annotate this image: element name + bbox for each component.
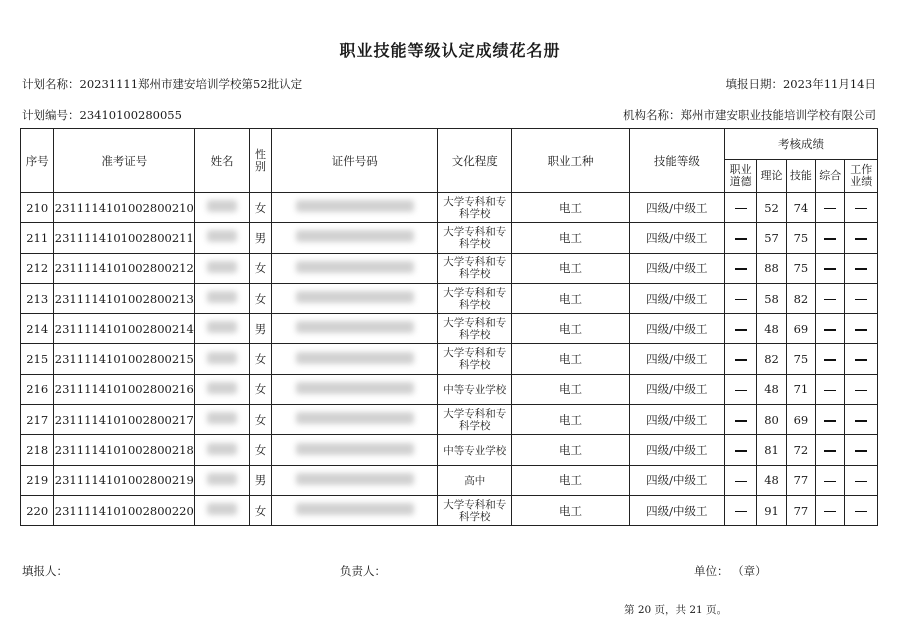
cell-exam-no: 231111410100280021​9 xyxy=(54,465,195,495)
table-row xyxy=(21,314,878,344)
cell-skill: 75 xyxy=(786,253,815,283)
header-work-performance: 工作业绩 xyxy=(845,160,878,193)
cell-skill: 69 xyxy=(786,314,815,344)
header-name: 姓名 xyxy=(195,129,250,193)
cell-name-redacted xyxy=(195,283,250,313)
cell-occupation: 电工 xyxy=(512,223,630,253)
table-row xyxy=(21,253,878,283)
cell-skill: 77 xyxy=(786,495,815,525)
cell-theory: 80 xyxy=(757,405,786,435)
cell-skill: 69 xyxy=(786,405,815,435)
cell-exam-no: 231111410100280021​3 xyxy=(54,283,195,313)
cell-comprehensive xyxy=(816,283,845,313)
cell-occupation: 电工 xyxy=(512,193,630,223)
cell-seq: 215 xyxy=(21,344,54,374)
table-row xyxy=(21,223,878,253)
cell-seq: 219 xyxy=(21,465,54,495)
cell-id-redacted xyxy=(272,253,438,283)
dash-mark xyxy=(735,481,747,483)
cell-seq: 217 xyxy=(21,405,54,435)
redaction-blur xyxy=(207,261,237,273)
dash-mark xyxy=(855,299,867,301)
cell-ethics xyxy=(724,465,756,495)
dash-mark xyxy=(824,359,836,361)
cell-id-redacted xyxy=(272,314,438,344)
cell-work-performance xyxy=(845,344,878,374)
cell-work-performance xyxy=(845,465,878,495)
header-gender: 性别 xyxy=(249,129,271,193)
header-skill: 技能 xyxy=(786,160,815,193)
cell-education xyxy=(438,193,512,223)
cell-comprehensive xyxy=(816,495,845,525)
cell-name-redacted xyxy=(195,314,250,344)
table-row xyxy=(21,283,878,313)
cell-education xyxy=(438,405,512,435)
cell-name-redacted xyxy=(195,374,250,404)
dash-mark xyxy=(855,208,867,210)
cell-gender: 男 xyxy=(249,465,271,495)
education-text: 大学专科和专科学校 xyxy=(443,286,507,311)
cell-skill-level: 四级/中级工 xyxy=(629,405,724,435)
redaction-blur xyxy=(207,230,237,242)
header-comprehensive: 综合 xyxy=(816,160,845,193)
cell-education xyxy=(438,465,512,495)
cell-skill: 71 xyxy=(786,374,815,404)
cell-work-performance xyxy=(845,314,878,344)
dash-mark xyxy=(855,329,867,331)
cell-name-redacted xyxy=(195,435,250,465)
dash-mark xyxy=(735,420,747,422)
education-text: 高中 xyxy=(464,475,486,488)
cell-ethics xyxy=(724,223,756,253)
cell-skill: 72 xyxy=(786,435,815,465)
plan-number: 计划编号：23410100280055 xyxy=(22,108,182,122)
cell-exam-no: 231111410100280021​2 xyxy=(54,253,195,283)
cell-exam-no: 231111410100280021​6 xyxy=(54,374,195,404)
redaction-blur xyxy=(296,321,414,333)
dash-mark xyxy=(735,208,747,210)
redaction-blur xyxy=(207,443,237,455)
redaction-blur xyxy=(207,321,237,333)
document-title: 职业技能等级认定成绩花名册 xyxy=(339,41,561,60)
cell-comprehensive xyxy=(816,314,845,344)
cell-ethics xyxy=(724,435,756,465)
redaction-blur xyxy=(207,200,237,212)
cell-gender: 女 xyxy=(249,374,271,404)
cell-gender: 男 xyxy=(249,314,271,344)
dash-mark xyxy=(735,268,747,270)
cell-theory: 57 xyxy=(757,223,786,253)
education-text: 中等专业学校 xyxy=(443,384,507,397)
cell-ethics xyxy=(724,283,756,313)
dash-mark xyxy=(855,420,867,422)
plan-name: 计划名称：20231111郑州市建安培训学校第52批认定 xyxy=(22,77,303,91)
cell-comprehensive xyxy=(816,344,845,374)
cell-occupation: 电工 xyxy=(512,283,630,313)
cell-theory: 48 xyxy=(757,314,786,344)
cell-id-redacted xyxy=(272,283,438,313)
fill-date: 填报日期：2023年11月14日 xyxy=(725,77,876,91)
dash-mark xyxy=(824,511,836,513)
dash-mark xyxy=(735,359,747,361)
cell-exam-no: 231111410100280021​7 xyxy=(54,405,195,435)
cell-ethics xyxy=(724,495,756,525)
dash-mark xyxy=(855,390,867,392)
cell-occupation: 电工 xyxy=(512,465,630,495)
cell-name-redacted xyxy=(195,253,250,283)
institution-name: 机构名称：郑州市建安职业技能培训学校有限公司 xyxy=(623,108,876,122)
cell-ethics xyxy=(724,344,756,374)
dash-mark xyxy=(824,238,836,240)
dash-mark xyxy=(824,481,836,483)
cell-seq: 211 xyxy=(21,223,54,253)
redaction-blur xyxy=(207,412,237,424)
redaction-blur xyxy=(296,230,414,242)
redaction-blur xyxy=(207,352,237,364)
dash-mark xyxy=(824,390,836,392)
cell-work-performance xyxy=(845,374,878,404)
dash-mark xyxy=(824,329,836,331)
cell-occupation: 电工 xyxy=(512,253,630,283)
cell-work-performance xyxy=(845,253,878,283)
header-ethics: 职业道德 xyxy=(724,160,756,193)
header-seq: 序号 xyxy=(21,129,54,193)
cell-skill-level: 四级/中级工 xyxy=(629,344,724,374)
redaction-blur xyxy=(296,352,414,364)
cell-work-performance xyxy=(845,405,878,435)
dash-mark xyxy=(855,359,867,361)
cell-comprehensive xyxy=(816,193,845,223)
cell-name-redacted xyxy=(195,405,250,435)
cell-education xyxy=(438,374,512,404)
cell-comprehensive xyxy=(816,253,845,283)
cell-education xyxy=(438,344,512,374)
cell-id-redacted xyxy=(272,495,438,525)
filler-label: 填报人： xyxy=(22,564,68,578)
cell-skill: 74 xyxy=(786,193,815,223)
dash-mark xyxy=(824,450,836,452)
cell-id-redacted xyxy=(272,405,438,435)
redaction-blur xyxy=(296,443,414,455)
cell-name-redacted xyxy=(195,193,250,223)
cell-seq: 212 xyxy=(21,253,54,283)
cell-id-redacted xyxy=(272,435,438,465)
cell-seq: 210 xyxy=(21,193,54,223)
cell-skill-level: 四级/中级工 xyxy=(629,193,724,223)
page-info: 第 20 页，共 21 页。 xyxy=(624,604,728,616)
dash-mark xyxy=(735,329,747,331)
header-theory: 理论 xyxy=(757,160,786,193)
cell-gender: 女 xyxy=(249,405,271,435)
redaction-blur xyxy=(207,473,237,485)
score-roster-table xyxy=(20,128,878,526)
cell-gender: 女 xyxy=(249,193,271,223)
cell-work-performance xyxy=(845,435,878,465)
table-row xyxy=(21,465,878,495)
roster-body xyxy=(21,193,878,526)
cell-work-performance xyxy=(845,223,878,253)
cell-skill-level: 四级/中级工 xyxy=(629,314,724,344)
cell-theory: 88 xyxy=(757,253,786,283)
dash-mark xyxy=(855,481,867,483)
cell-work-performance xyxy=(845,193,878,223)
cell-id-redacted xyxy=(272,374,438,404)
header-scores-group: 考核成绩 xyxy=(724,129,877,160)
cell-theory: 48 xyxy=(757,465,786,495)
cell-theory: 81 xyxy=(757,435,786,465)
dash-mark xyxy=(735,238,747,240)
cell-skill: 82 xyxy=(786,283,815,313)
cell-name-redacted xyxy=(195,495,250,525)
redaction-blur xyxy=(296,261,414,273)
cell-comprehensive xyxy=(816,435,845,465)
cell-gender: 男 xyxy=(249,223,271,253)
cell-exam-no: 231111410100280022​0 xyxy=(54,495,195,525)
cell-seq: 216 xyxy=(21,374,54,404)
cell-id-redacted xyxy=(272,223,438,253)
education-text: 大学专科和专科学校 xyxy=(443,316,507,341)
cell-exam-no: 231111410100280021​8 xyxy=(54,435,195,465)
cell-seq: 218 xyxy=(21,435,54,465)
cell-gender: 女 xyxy=(249,495,271,525)
cell-occupation: 电工 xyxy=(512,405,630,435)
cell-id-redacted xyxy=(272,465,438,495)
dash-mark xyxy=(824,299,836,301)
dash-mark xyxy=(855,238,867,240)
cell-education xyxy=(438,283,512,313)
cell-seq: 220 xyxy=(21,495,54,525)
dash-mark xyxy=(855,511,867,513)
cell-gender: 女 xyxy=(249,283,271,313)
cell-gender: 女 xyxy=(249,253,271,283)
cell-skill-level: 四级/中级工 xyxy=(629,283,724,313)
dash-mark xyxy=(855,268,867,270)
dash-mark xyxy=(735,511,747,513)
education-text: 大学专科和专科学校 xyxy=(443,498,507,523)
cell-name-redacted xyxy=(195,344,250,374)
redaction-blur xyxy=(207,291,237,303)
cell-skill-level: 四级/中级工 xyxy=(629,374,724,404)
cell-work-performance xyxy=(845,283,878,313)
cell-theory: 58 xyxy=(757,283,786,313)
dash-mark xyxy=(824,208,836,210)
cell-theory: 82 xyxy=(757,344,786,374)
dash-mark xyxy=(735,299,747,301)
cell-occupation: 电工 xyxy=(512,344,630,374)
cell-education xyxy=(438,435,512,465)
cell-skill-level: 四级/中级工 xyxy=(629,253,724,283)
table-row xyxy=(21,344,878,374)
cell-exam-no: 231111410100280021​0 xyxy=(54,193,195,223)
cell-exam-no: 231111410100280021​5 xyxy=(54,344,195,374)
cell-skill: 77 xyxy=(786,465,815,495)
dash-mark xyxy=(824,268,836,270)
redaction-blur xyxy=(296,291,414,303)
table-row xyxy=(21,435,878,465)
cell-comprehensive xyxy=(816,223,845,253)
cell-skill-level: 四级/中级工 xyxy=(629,495,724,525)
dash-mark xyxy=(824,420,836,422)
cell-ethics xyxy=(724,253,756,283)
dash-mark xyxy=(735,390,747,392)
cell-work-performance xyxy=(845,495,878,525)
education-text: 大学专科和专科学校 xyxy=(443,407,507,432)
cell-occupation: 电工 xyxy=(512,435,630,465)
header-skill-level: 技能等级 xyxy=(629,129,724,193)
unit-seal-label: 单位： （章） xyxy=(694,564,767,578)
table-row xyxy=(21,193,878,223)
cell-skill-level: 四级/中级工 xyxy=(629,223,724,253)
redaction-blur xyxy=(296,473,414,485)
cell-name-redacted xyxy=(195,465,250,495)
table-row xyxy=(21,374,878,404)
education-text: 中等专业学校 xyxy=(443,445,507,458)
cell-ethics xyxy=(724,405,756,435)
redaction-blur xyxy=(296,382,414,394)
cell-theory: 48 xyxy=(757,374,786,404)
cell-education xyxy=(438,495,512,525)
cell-seq: 213 xyxy=(21,283,54,313)
header-education: 文化程度 xyxy=(438,129,512,193)
cell-comprehensive xyxy=(816,374,845,404)
redaction-blur xyxy=(207,503,237,515)
table-row xyxy=(21,495,878,525)
cell-ethics xyxy=(724,193,756,223)
cell-skill: 75 xyxy=(786,223,815,253)
cell-exam-no: 231111410100280021​4 xyxy=(54,314,195,344)
cell-occupation: 电工 xyxy=(512,314,630,344)
cell-theory: 91 xyxy=(757,495,786,525)
education-text: 大学专科和专科学校 xyxy=(443,225,507,250)
cell-id-redacted xyxy=(272,193,438,223)
cell-ethics xyxy=(724,374,756,404)
redaction-blur xyxy=(207,382,237,394)
responsible-label: 负责人： xyxy=(340,564,386,578)
header-id-no: 证件号码 xyxy=(272,129,438,193)
cell-occupation: 电工 xyxy=(512,374,630,404)
cell-skill: 75 xyxy=(786,344,815,374)
cell-theory: 52 xyxy=(757,193,786,223)
cell-exam-no: 231111410100280021​1 xyxy=(54,223,195,253)
cell-id-redacted xyxy=(272,344,438,374)
cell-occupation: 电工 xyxy=(512,495,630,525)
cell-gender: 女 xyxy=(249,344,271,374)
redaction-blur xyxy=(296,200,414,212)
cell-ethics xyxy=(724,314,756,344)
education-text: 大学专科和专科学校 xyxy=(443,195,507,220)
cell-education xyxy=(438,253,512,283)
dash-mark xyxy=(735,450,747,452)
redaction-blur xyxy=(296,503,414,515)
education-text: 大学专科和专科学校 xyxy=(443,347,507,372)
table-row xyxy=(21,405,878,435)
cell-gender: 女 xyxy=(249,435,271,465)
education-text: 大学专科和专科学校 xyxy=(443,256,507,281)
cell-skill-level: 四级/中级工 xyxy=(629,435,724,465)
cell-comprehensive xyxy=(816,405,845,435)
cell-comprehensive xyxy=(816,465,845,495)
header-exam-no: 准考证号 xyxy=(54,129,195,193)
cell-name-redacted xyxy=(195,223,250,253)
header-occupation: 职业工种 xyxy=(512,129,630,193)
cell-education xyxy=(438,314,512,344)
dash-mark xyxy=(855,450,867,452)
cell-education xyxy=(438,223,512,253)
cell-skill-level: 四级/中级工 xyxy=(629,465,724,495)
cell-seq: 214 xyxy=(21,314,54,344)
redaction-blur xyxy=(296,412,414,424)
